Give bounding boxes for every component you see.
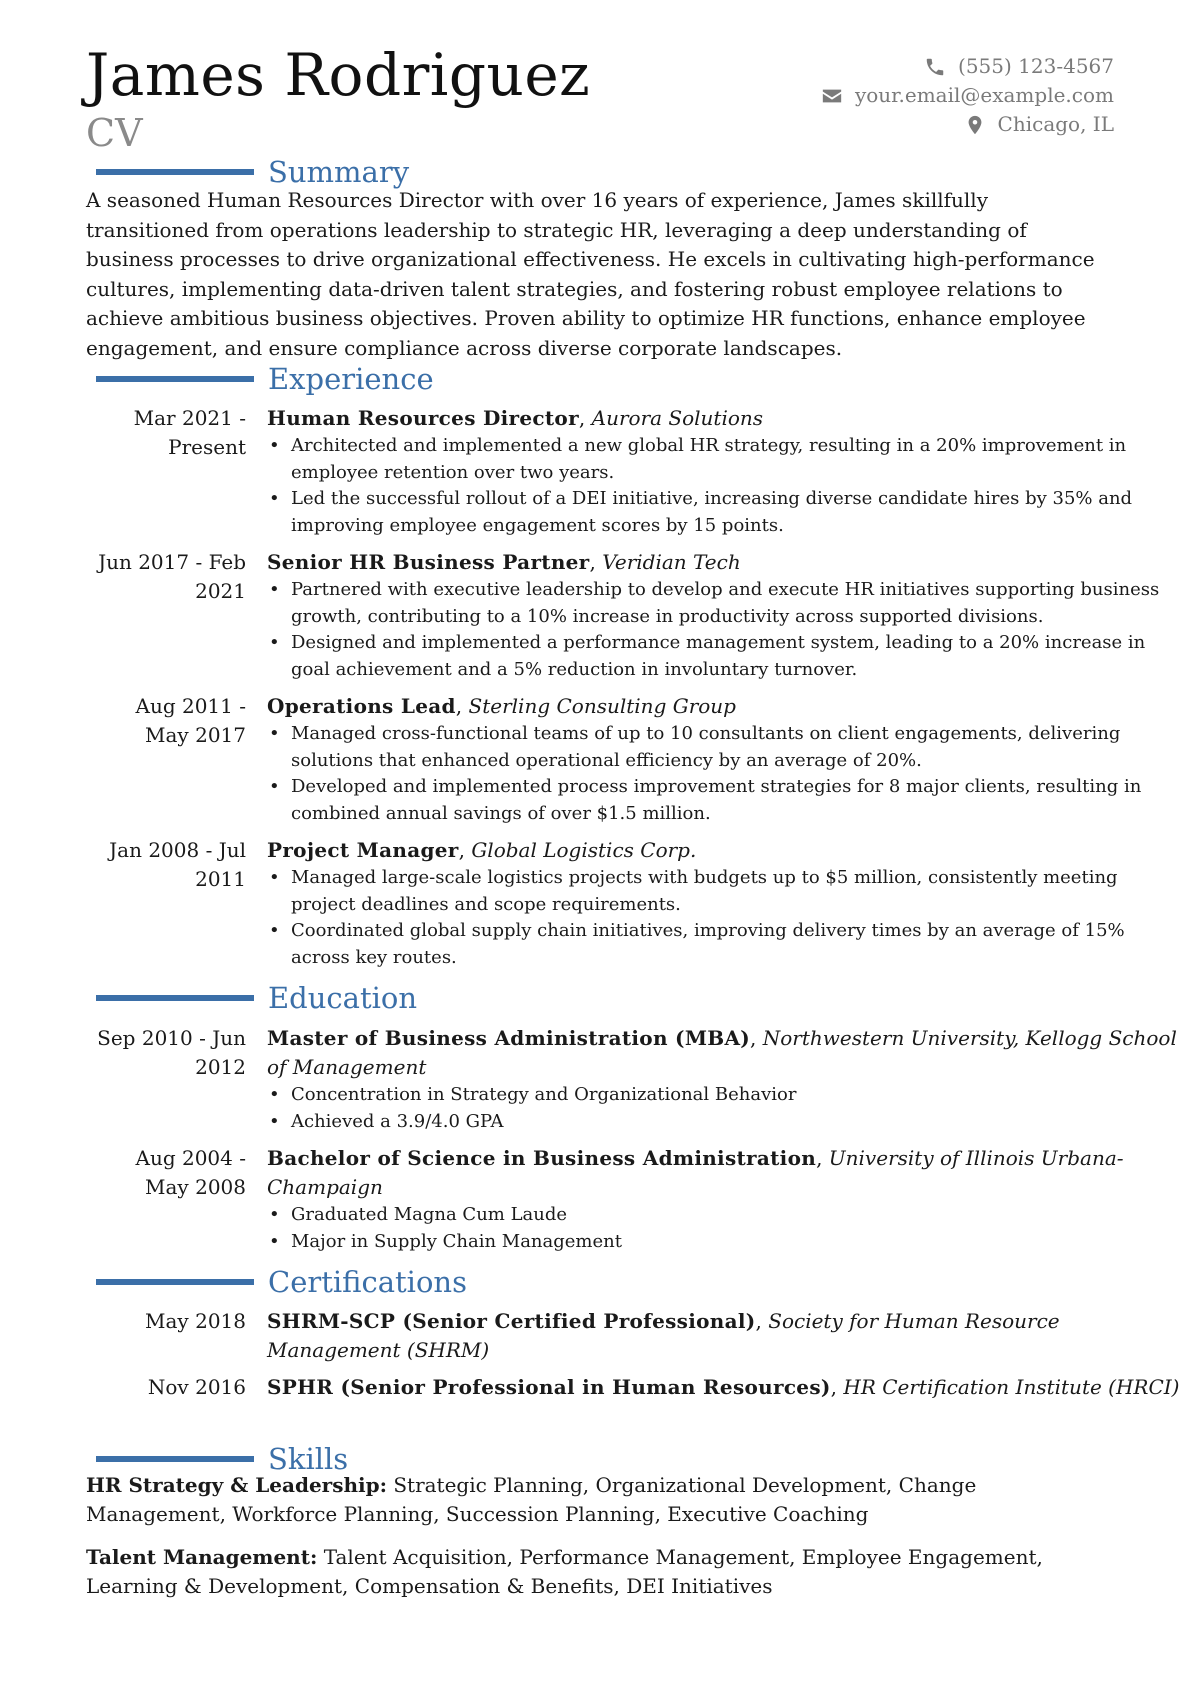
contact-email	[821, 81, 1114, 110]
resume-name: James Rodriguez	[86, 41, 591, 109]
bullet-item: • Partnered with executive leadership to develop and execute HR initiatives supporting business growth, contributing to a 10% increase in productivity across supported divisions.	[267, 577, 1187, 630]
entry-bullets	[267, 721, 1187, 827]
contact-block	[821, 52, 1114, 139]
entry-heading: Bachelor of Science in Business Administration, University of Illinois Urbana-Champaign	[267, 1146, 1124, 1199]
section-bar	[96, 1279, 254, 1285]
entry-org: Society for Human Resource Management (SHRM)	[267, 1309, 1060, 1362]
entry-heading: Master of Business Administration (MBA), Northwestern University, Kellogg School of Management	[267, 1026, 1177, 1079]
contact-location	[821, 110, 1114, 139]
skill-group	[86, 1543, 1106, 1601]
entry-body	[267, 548, 1187, 683]
entry-date: Sep 2010 - Jun 2012	[97, 1026, 246, 1079]
entry-date: Jan 2008 - Jul 2011	[109, 838, 246, 891]
skill-text: Talent Acquisition, Performance Management, Employee Engagement, Learning & Development, Compensation & Benefits, DEI Initiatives	[86, 1545, 1043, 1598]
entry-body	[267, 404, 1187, 539]
section-title: Experience	[268, 362, 434, 396]
entry-body	[267, 692, 1187, 827]
entry-body	[267, 1144, 1187, 1255]
section-education-heading	[96, 980, 417, 1016]
entry-date: Aug 2011 - May 2017	[135, 694, 246, 747]
skill-group	[86, 1471, 1106, 1529]
bullet-item: • Major in Supply Chain Management	[267, 1229, 1187, 1256]
entry-org: Veridian Tech	[602, 550, 741, 574]
entry-heading: Operations Lead, Sterling Consulting Group	[267, 694, 736, 718]
entry-bullets	[267, 577, 1187, 683]
skill-label: HR Strategy & Leadership:	[86, 1473, 387, 1497]
summary-text: A seasoned Human Resources Director with over 16 years of experience, James skillfully transitioned from operations leadership to strategic HR, leveraging a deep understanding of business processes to drive organizational effectiveness. He excels in cultivating high-performance cultures, implementing data-driven talent strategies, and fostering robust employee relations to achieve ambitious business objectives. Proven ability to optimize HR functions, enhance employee engagement, and ensure compliance across diverse corporate landscapes.	[86, 188, 1095, 360]
entry-org: HR Certification Institute (HRCI)	[843, 1375, 1180, 1399]
entry-date: May 2018	[145, 1309, 246, 1333]
entry-heading: Project Manager, Global Logistics Corp.	[267, 838, 697, 862]
entry-role: Human Resources Director	[267, 406, 579, 430]
section-title: Certifications	[268, 1265, 467, 1299]
entry-role: Operations Lead	[267, 694, 456, 718]
entry-role: SHRM-SCP (Senior Certified Professional)	[267, 1309, 756, 1333]
bullet-item: • Achieved a 3.9/4.0 GPA	[267, 1109, 1187, 1136]
bullet-item: • Architected and implemented a new global HR strategy, resulting in a 20% improvement in employee retention over two years.	[267, 433, 1187, 486]
phone-icon	[924, 56, 946, 78]
phone-text[interactable]: (555) 123-4567	[958, 54, 1114, 78]
bullet-item: • Designed and implemented a performance management system, leading to a 20% increase in goal achievement and a 5% reduction in involuntary turnover.	[267, 630, 1187, 683]
section-experience-heading	[96, 361, 434, 397]
entry-date: Mar 2021 - Present	[133, 406, 246, 459]
bullet-item: • Coordinated global supply chain initiatives, improving delivery times by an average of 15% across key routes.	[267, 918, 1187, 971]
map-pin-icon	[964, 114, 986, 136]
entry-role: Senior HR Business Partner	[267, 550, 590, 574]
bullet-item: • Managed cross-functional teams of up to 10 consultants on client engagements, delivering solutions that enhanced operational efficiency by an average of 20%.	[267, 721, 1187, 774]
bullet-item: • Graduated Magna Cum Laude	[267, 1202, 1187, 1229]
bullet-item: • Concentration in Strategy and Organizational Behavior	[267, 1082, 1187, 1109]
section-title: Summary	[268, 155, 410, 189]
entry-org: Sterling Consulting Group	[468, 694, 736, 718]
contact-phone	[821, 52, 1114, 81]
section-bar	[96, 995, 254, 1001]
entry-heading: SHRM-SCP (Senior Certified Professional), Society for Human Resource Management (SHRM)	[267, 1309, 1060, 1362]
entry-date: Jun 2017 - Feb 2021	[98, 550, 246, 603]
entry-org: Global Logistics Corp.	[471, 838, 697, 862]
bullet-item: • Led the successful rollout of a DEI initiative, increasing diverse candidate hires by 35% and improving employee engagement scores by 15 points.	[267, 486, 1187, 539]
entry-role: Master of Business Administration (MBA)	[267, 1026, 751, 1050]
entry-heading: SPHR (Senior Professional in Human Resources), HR Certification Institute (HRCI)	[267, 1375, 1180, 1399]
entry-bullets	[267, 1202, 1187, 1255]
entry-heading: Human Resources Director, Aurora Solutions	[267, 406, 764, 430]
entry-role: SPHR (Senior Professional in Human Resources)	[267, 1375, 831, 1399]
entry-bullets	[267, 433, 1187, 539]
entry-body	[267, 836, 1187, 971]
envelope-icon	[821, 85, 843, 107]
entry-org: Aurora Solutions	[591, 406, 764, 430]
skill-text: Strategic Planning, Organizational Development, Change Management, Workforce Planning, Succession Planning, Executive Coaching	[86, 1473, 977, 1526]
section-summary-heading	[96, 154, 409, 190]
email-text[interactable]: your.email@example.com	[854, 83, 1114, 107]
entry-bullets	[267, 865, 1187, 971]
entry-date: Nov 2016	[147, 1375, 246, 1399]
section-bar	[96, 376, 254, 382]
entry-date: Aug 2004 - May 2008	[135, 1146, 246, 1199]
bullet-item: • Managed large-scale logistics projects with budgets up to $5 million, consistently meeting project deadlines and scope requirements.	[267, 865, 1187, 918]
section-bar	[96, 169, 254, 175]
section-certifications-heading	[96, 1264, 467, 1300]
resume-subtitle: CV	[86, 111, 143, 155]
section-title: Skills	[268, 1442, 349, 1476]
entry-org: Northwestern University, Kellogg School of Management	[267, 1026, 1177, 1079]
skill-label: Talent Management:	[86, 1545, 318, 1569]
entry-body	[267, 1024, 1187, 1135]
entry-heading: Senior HR Business Partner, Veridian Tech	[267, 550, 741, 574]
section-title: Education	[268, 981, 418, 1015]
entry-body	[267, 1307, 1187, 1365]
entry-role: Bachelor of Science in Business Administration	[267, 1146, 817, 1170]
entry-body	[267, 1373, 1187, 1402]
bullet-item: • Developed and implemented process improvement strategies for 8 major clients, resulting in combined annual savings of over $1.5 million.	[267, 774, 1187, 827]
entry-org: University of Illinois Urbana-Champaign	[267, 1146, 1124, 1199]
entry-role: Project Manager	[267, 838, 459, 862]
section-bar	[96, 1456, 254, 1462]
location-text: Chicago, IL	[997, 112, 1114, 136]
entry-bullets	[267, 1082, 1187, 1135]
